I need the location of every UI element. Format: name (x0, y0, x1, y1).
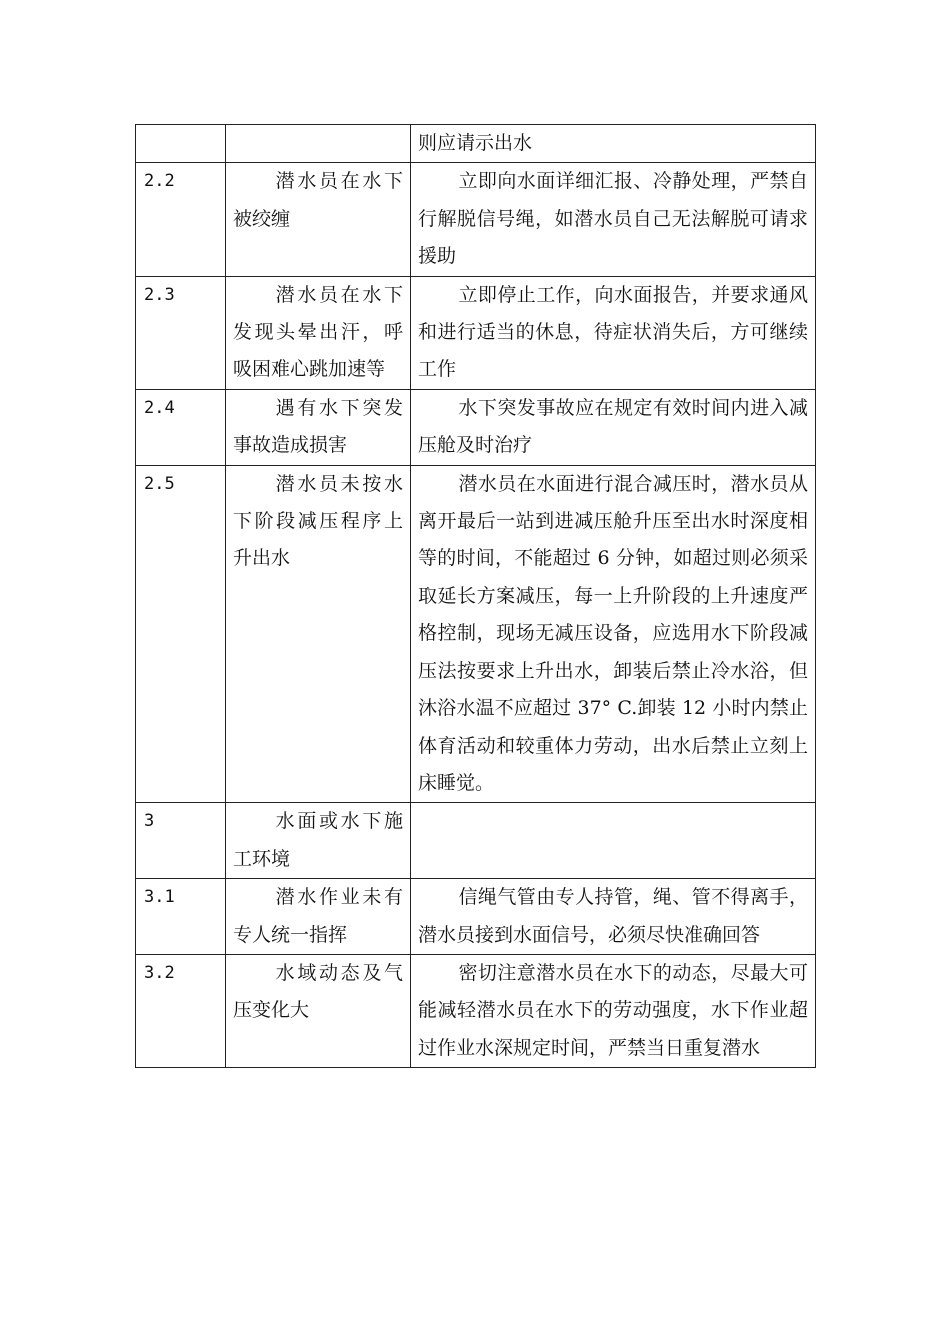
hazard-text: 潜水员在水下发现头晕出汗，呼吸困难心跳加速等 (233, 283, 403, 381)
hazard-cell (226, 803, 411, 879)
measure-text: 信绳气管由专人持管，绳、管不得离手，潜水员接到水面信号，必须尽快准确回答 (418, 886, 808, 946)
measure-cell (411, 465, 816, 803)
item-number: 2.5 (136, 465, 226, 803)
table-row (136, 389, 816, 465)
table-row (136, 954, 816, 1067)
measure-cell (411, 879, 816, 955)
hazard-text: 潜水员未按水下阶段减压程序上升出水 (233, 472, 403, 570)
measure-cell (411, 276, 816, 389)
measure-text: 水下突发事故应在规定有效时间内进入减压舱及时治疗 (418, 396, 808, 457)
table-row (136, 276, 816, 389)
item-number: 3.1 (136, 879, 226, 955)
measure-cell (411, 803, 816, 879)
hazard-cell (226, 276, 411, 389)
hazard-cell (226, 125, 411, 163)
item-number: 2.2 (136, 163, 226, 276)
table-row (136, 465, 816, 803)
hazard-text: 潜水员在水下被绞缠 (233, 170, 403, 230)
measure-text: 立即向水面详细汇报、冷静处理，严禁自行解脱信号绳，如潜水员自己无法解脱可请求援助 (418, 170, 808, 268)
item-number: 3 (136, 803, 226, 879)
item-number: 3.2 (136, 954, 226, 1067)
hazard-measure-table (135, 124, 816, 1068)
hazard-text: 水域动态及气压变化大 (233, 961, 403, 1022)
measure-text: 潜水员在水面进行混合减压时，潜水员从离开最后一站到进减压舱升压至出水时深度相等的时间，不能超过 6 分钟，如超过则必须采取延长方案减压，每一上升阶段的上升速度严格控制，现场无减压设备，应选用水下阶段减压法按要求上升出水，卸装后禁止冷水浴，但沐浴水温不应超过 37° C.卸装 12 小时内禁止体育活动和较重体力劳动，出水后禁止立刻上床睡觉。 (418, 472, 808, 794)
measure-text: 立即停止工作，向水面报告，并要求通风和进行适当的休息，待症状消失后，方可继续工作 (418, 283, 808, 381)
measure-cell (411, 954, 816, 1067)
table-row (136, 879, 816, 955)
hazard-cell (226, 163, 411, 276)
hazard-cell (226, 954, 411, 1067)
measure-text: 则应请示出水 (418, 132, 533, 154)
hazard-text: 水面或水下施工环境 (233, 810, 403, 870)
item-number: 2.4 (136, 389, 226, 465)
measure-text: 密切注意潜水员在水下的动态，尽最大可能减轻潜水员在水下的劳动强度，水下作业超过作业水深规定时间，严禁当日重复潜水 (418, 961, 808, 1059)
item-number: 2.3 (136, 276, 226, 389)
measure-cell (411, 389, 816, 465)
hazard-cell (226, 465, 411, 803)
hazard-text: 遇有水下突发事故造成损害 (233, 396, 403, 457)
hazard-cell (226, 389, 411, 465)
measure-cell (411, 125, 816, 163)
item-number (136, 125, 226, 163)
hazard-cell (226, 879, 411, 955)
hazard-text: 潜水作业未有专人统一指挥 (233, 886, 403, 946)
table-row (136, 125, 816, 163)
measure-cell (411, 163, 816, 276)
table-row (136, 803, 816, 879)
table-row (136, 163, 816, 276)
